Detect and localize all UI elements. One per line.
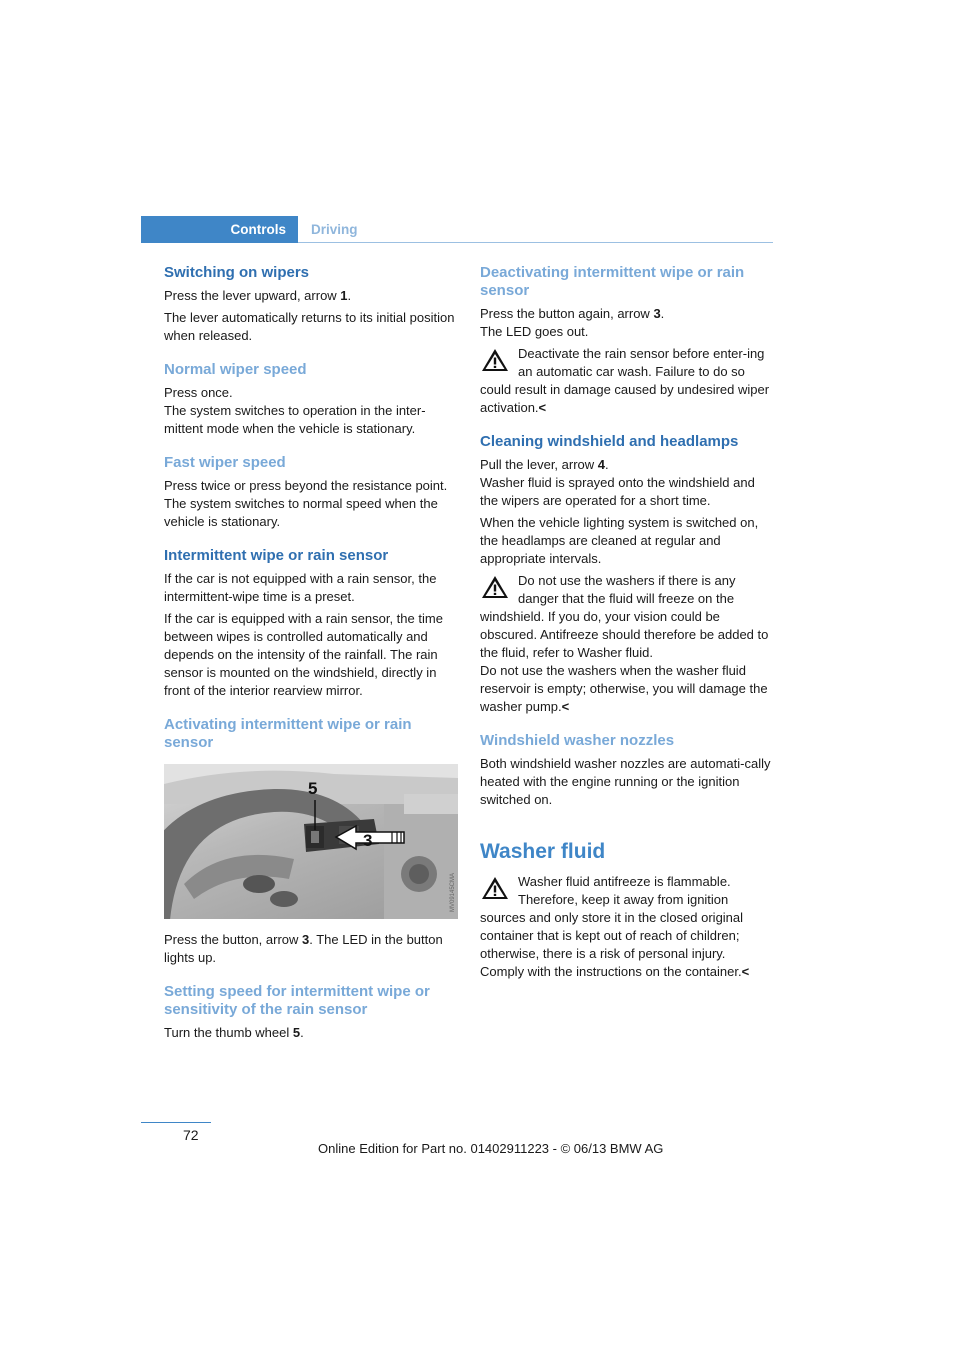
warning-note: Do not use the washers if there is any danger that the fluid will freeze on the windshield. If you do, your vision could be obscured. Antifreeze should therefore be added to the fluid, refer to Washer fluid. Do not use the washers when the washer fluid reservoir is empty; otherwise, you will damage the washer pump.< <box>480 573 769 714</box>
heading-setting-speed: Setting speed for intermittent wipe or sensitivity of the rain sensor <box>164 983 430 1018</box>
warning-triangle-icon <box>480 875 510 901</box>
paragraph: Press the button, arrow 3. The LED in the button lights up. <box>164 932 443 965</box>
header-tabbar <box>141 216 773 243</box>
paragraph: Press twice or press beyond the resistance point. <box>164 478 448 493</box>
heading-normal-wiper-speed: Normal wiper speed <box>164 361 307 378</box>
callout-5: 5 <box>308 779 318 798</box>
paragraph: Press once. <box>164 385 233 400</box>
tab-driving[interactable]: Driving <box>311 222 358 237</box>
heading-activating-intermittent-wipe: Activating intermittent wipe or rain sensor <box>164 716 412 751</box>
wiper-lever-illustration <box>164 764 458 919</box>
paragraph: The lever automatically returns to its initial position when released. <box>164 310 455 343</box>
paragraph: The LED goes out. <box>480 324 589 339</box>
left-column <box>164 264 458 1042</box>
heading-fast-wiper-speed: Fast wiper speed <box>164 454 286 471</box>
callout-3: 3 <box>363 831 373 850</box>
heading-cleaning-windshield: Cleaning windshield and headlamps <box>480 433 739 450</box>
heading-washer-nozzles: Windshield washer nozzles <box>480 732 675 749</box>
paragraph: The system switches to operation in the inter-mittent mode when the vehicle is stationary. <box>164 403 426 436</box>
paragraph: Turn the thumb wheel 5. <box>164 1025 304 1040</box>
right-column <box>480 264 772 981</box>
warning-triangle-icon <box>480 574 510 600</box>
tab-controls[interactable]: Controls <box>141 216 298 243</box>
heading-intermittent-wipe: Intermittent wipe or rain sensor <box>164 547 389 564</box>
footer-edition: Online Edition for Part no. 01402911223 - © 06/13 BMW AG <box>318 1141 664 1156</box>
page-number: 72 <box>183 1127 199 1143</box>
wiper-lever-photo <box>164 764 458 919</box>
paragraph: Press the button again, arrow 3. <box>480 306 665 321</box>
heading-deactivating-intermittent-wipe: Deactivating intermittent wipe or rain sensor <box>480 264 745 299</box>
footer-rule <box>141 1122 211 1123</box>
warning-triangle-icon <box>480 347 510 373</box>
warning-note: Deactivate the rain sensor before enter-ing an automatic car wash. Failure to do so could result in damage caused by undesired wiper activation.< <box>480 346 770 415</box>
heading-switching-on-wipers: Switching on wipers <box>164 264 310 281</box>
warning-note: Washer fluid antifreeze is flammable. Therefore, keep it away from ignition sources and only store it in the closed original container that is kept out of reach of children; otherwise, there is a risk of personal injury. Comply with the instructions on the container.< <box>480 874 750 979</box>
paragraph: The system switches to normal speed when the vehicle is stationary. <box>164 496 438 529</box>
header-rule <box>298 242 773 243</box>
paragraph: Press the lever upward, arrow 1. <box>164 288 352 303</box>
paragraph: When the vehicle lighting system is switched on, the headlamps are cleaned at regular and appropriate intervals. <box>480 515 759 566</box>
photo-code: MV09145CMA <box>450 872 456 912</box>
paragraph: If the car is equipped with a rain sensor, the time between wipes is controlled automatically and depends on the intensity of the rainfall. The rain sensor is mounted on the windshield, directly in front of the interior rearview mirror. <box>164 611 443 698</box>
paragraph: Washer fluid is sprayed onto the windshield and the wipers are operated for a short time. <box>480 475 755 508</box>
heading-washer-fluid: Washer fluid <box>480 840 606 863</box>
paragraph: Both windshield washer nozzles are automati-cally heated with the engine running or the ignition switched on. <box>480 756 771 807</box>
paragraph: Pull the lever, arrow 4. <box>480 457 609 472</box>
paragraph: If the car is not equipped with a rain sensor, the intermittent-wipe time is a preset. <box>164 571 437 604</box>
